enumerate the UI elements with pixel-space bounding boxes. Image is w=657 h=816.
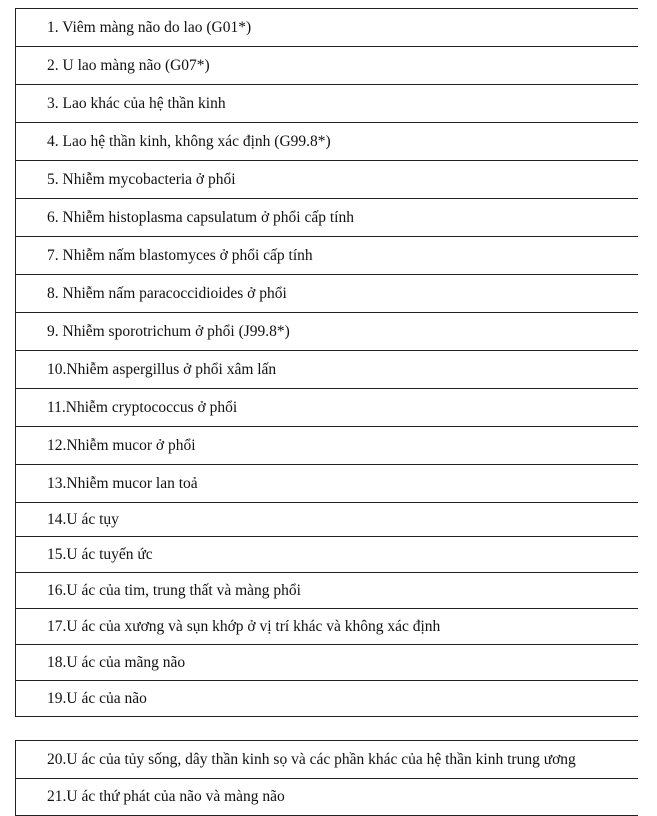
table-row — [16, 537, 638, 573]
row-text: 16.U ác của tim, trung thất và màng phổi — [47, 581, 301, 599]
table-row — [16, 427, 638, 465]
table-row — [16, 9, 638, 47]
row-text: 18.U ác của mãng não — [47, 653, 186, 671]
table-row — [16, 275, 638, 313]
row-text: 3. Lao khác của hệ thần kinh — [47, 94, 226, 112]
table-row — [16, 573, 638, 609]
row-text: 6. Nhiễm histoplasma capsulatum ở phổi cấp tính — [47, 208, 354, 226]
table-row — [16, 503, 638, 537]
table-row — [16, 313, 638, 351]
table-row — [16, 123, 638, 161]
table-row — [16, 779, 638, 816]
condition-table-part1 — [15, 8, 638, 717]
row-text: 19.U ác của não — [47, 689, 147, 707]
row-text: 13.Nhiễm mucor lan toả — [47, 474, 198, 492]
table-row — [16, 681, 638, 717]
row-text: 2. U lao màng não (G07*) — [47, 56, 210, 74]
row-text: 11.Nhiễm cryptococcus ở phổi — [47, 398, 238, 416]
row-text: 5. Nhiễm mycobacteria ở phổi — [47, 170, 236, 188]
table-row — [16, 389, 638, 427]
row-text: 7. Nhiễm nấm blastomyces ở phổi cấp tính — [47, 246, 313, 264]
row-text: 14.U ác tụy — [47, 510, 119, 528]
row-text: 12.Nhiễm mucor ở phổi — [47, 436, 196, 454]
row-text: 17.U ác của xương và sụn khớp ở vị trí khác và không xác định — [47, 617, 441, 635]
row-text: 21.U ác thứ phát của não và màng não — [47, 788, 285, 805]
row-text: 1. Viêm màng não do lao (G01*) — [47, 18, 252, 36]
condition-table-part2 — [15, 740, 638, 816]
table-row — [16, 609, 638, 645]
table-row — [16, 237, 638, 275]
table-row — [16, 161, 638, 199]
row-text: 15.U ác tuyến ức — [47, 545, 153, 563]
row-text: 20.U ác của tủy sống, dây thần kinh sọ và các phần khác của hệ thần kinh trung ương — [47, 750, 576, 768]
table-row — [16, 85, 638, 123]
row-text: 10.Nhiễm aspergillus ở phổi xâm lấn — [47, 360, 277, 378]
row-text: 4. Lao hệ thần kinh, không xác định (G99.8*) — [47, 132, 331, 150]
row-text: 8. Nhiễm nấm paracoccidioides ở phổi — [47, 284, 287, 302]
table-row — [16, 47, 638, 85]
table-row — [16, 465, 638, 503]
table-row — [16, 645, 638, 681]
table-row — [16, 351, 638, 389]
table-row — [16, 199, 638, 237]
table-row — [16, 741, 638, 779]
row-text: 9. Nhiễm sporotrichum ở phổi (J99.8*) — [47, 322, 290, 340]
